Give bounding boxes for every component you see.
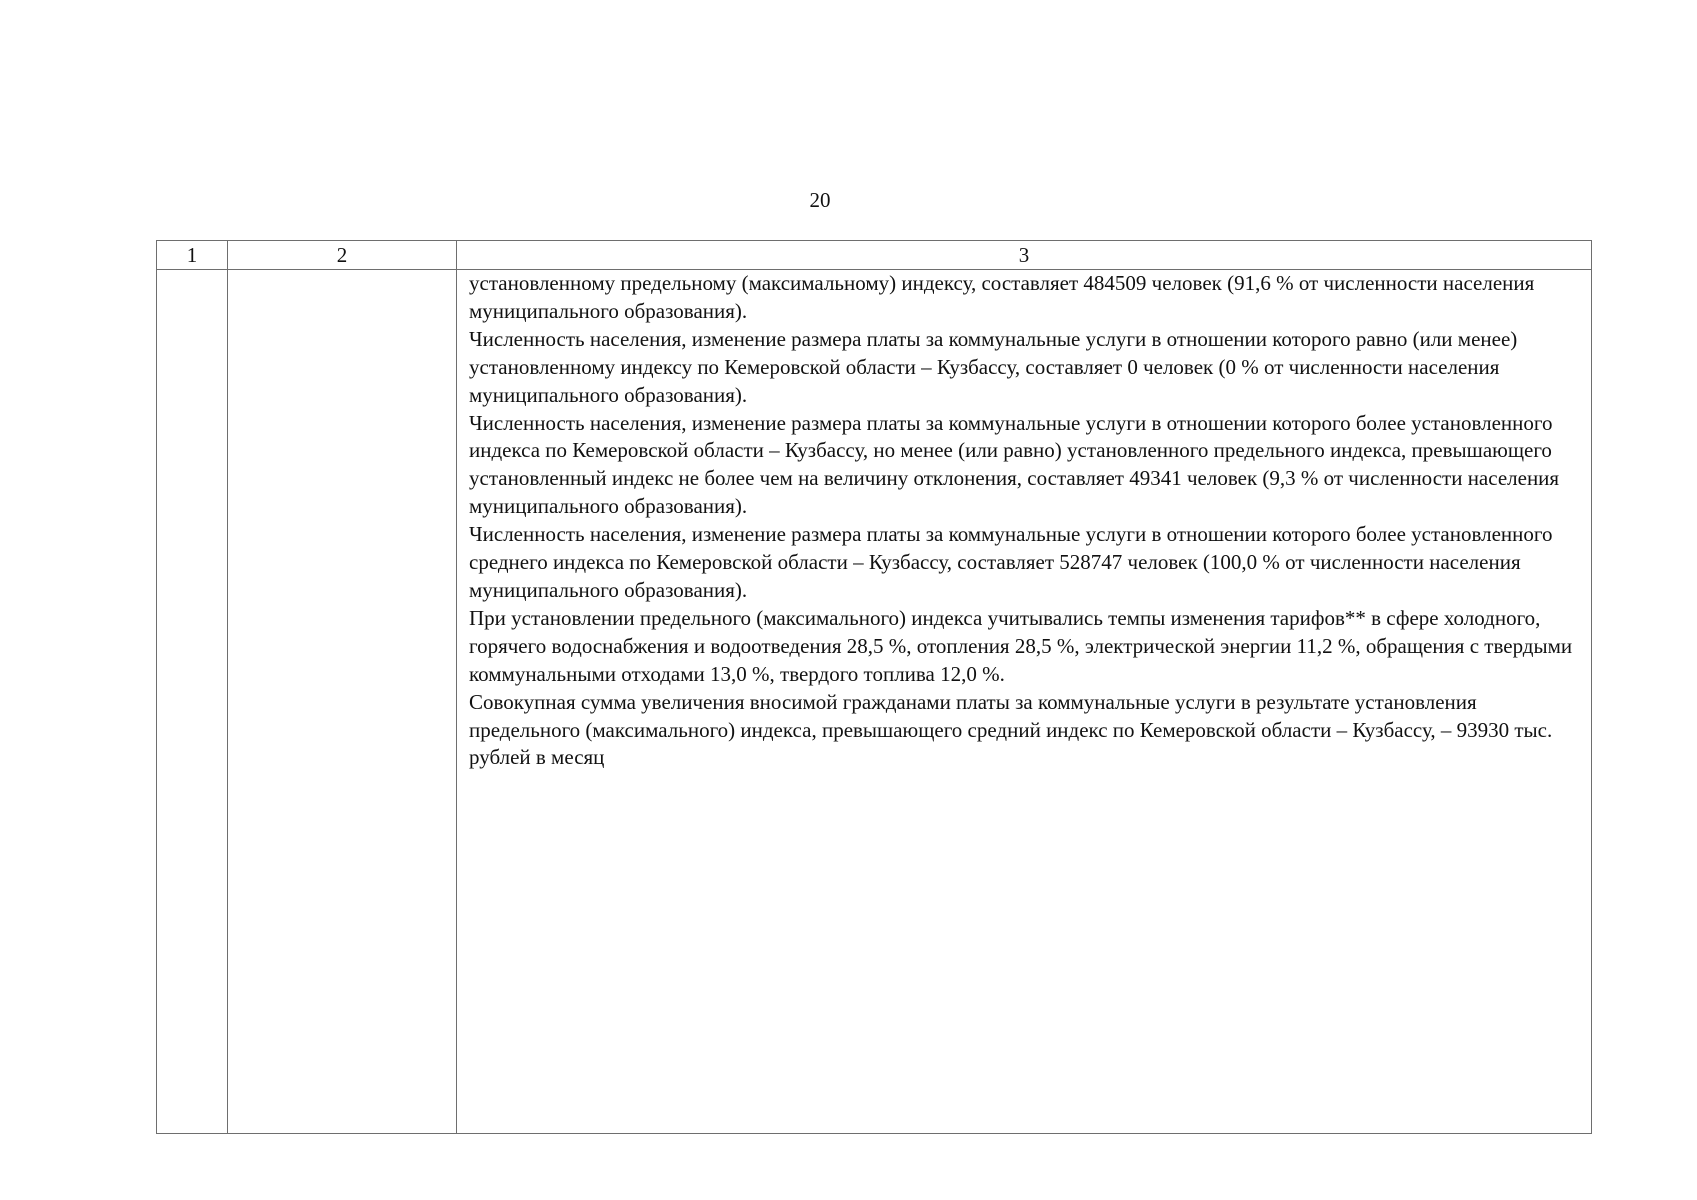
table-row [157,270,1592,1134]
column-header-2: 2 [228,241,457,270]
cell-col-3 [457,270,1592,1134]
column-header-1: 1 [157,241,228,270]
cell-col-2 [228,270,457,1134]
cell-col-1 [157,270,228,1134]
paragraph-population-equal-index: Численность населения, изменение размера платы за коммунальные услуги в отношении которого равно (или менее) установленному индексу по Кемеровской области – Кузбассу, составляет 0 человек (0 % от численности населения муниципального образования). [469,326,1518,407]
paragraph-population-max-index: установленному предельному (максимальному) индексу, составляет 484509 человек (91,6 % от численности населения муниципального образования). [469,271,1535,323]
column-header-3: 3 [457,241,1592,270]
paragraph-population-deviation: Численность населения, изменение размера платы за коммунальные услуги в отношении которого более установленного индекса по Кемеровской области – Кузбассу, но менее (или равно) установленного предельного индекса, превышающего установленный индекс не более чем на величину отклонения, составляет 49341 человек (9,3 % от численности населения муниципального образования). [469,410,1560,519]
document-table [156,240,1592,1134]
paragraph-population-above-average: Численность населения, изменение размера платы за коммунальные услуги в отношении которого более установленного среднего индекса по Кемеровской области – Кузбассу, составляет 528747 человек (100,0 % от численности населения муниципального образования). [469,522,1553,602]
page-number: 20 [809,188,831,212]
paragraph-total-increase: Совокупная сумма увеличения вносимой гражданами платы за коммунальные услуги в результате установления предельного (максимального) индекса, превышающего средний индекс по Кемеровской области – Кузбассу, – 93930 тыс. рублей в месяц [469,689,1553,770]
table-header-row [157,241,1592,270]
paragraph-tariff-rates: При установлении предельного (максимального) индекса учитывались темпы изменения тарифов** в сфере холодного, горячего водоснабжения и водоотведения 28,5 %, отопления 28,5 %, электрической энергии 11,2 %, обращения с твердыми коммунальными отходами 13,0 %, твердого топлива 12,0 %. [469,605,1573,686]
